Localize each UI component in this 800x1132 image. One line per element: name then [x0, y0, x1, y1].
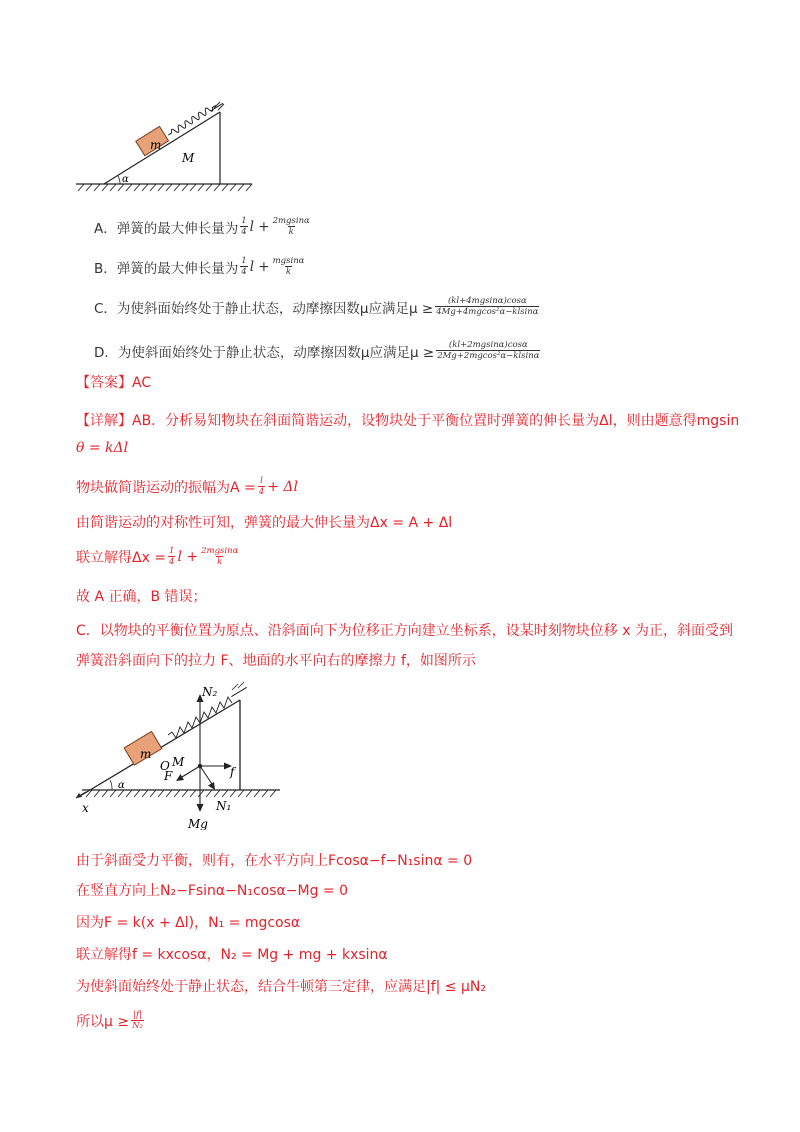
figure-force-diagram — [72, 680, 292, 830]
detail-line-4: 由简谐运动的对称性可知，弹簧的最大伸长量为Δx = A + Δl — [76, 515, 453, 531]
incline-M-label: M — [172, 755, 185, 769]
block-m-label: m — [150, 138, 162, 152]
solve-text: 联立解得Δx = — [76, 549, 167, 566]
frac-den: 4Mg+4mgcos²α−klsinα — [436, 307, 539, 317]
force-F-label: F — [164, 769, 173, 783]
detail-line-3 — [76, 476, 298, 497]
detail-line-10: 在竖直方向上N₂−Fsinα−N₁cosα−Mg = 0 — [76, 883, 348, 899]
option-c-text: C．为使斜面始终处于静止状态，动摩擦因数μ应满足μ ≥ — [94, 300, 434, 317]
detail-line-11: 因为F = k(x + Δl)，N₁ = mgcosα — [76, 915, 301, 931]
block-m-label: m — [140, 747, 152, 761]
frac-den: k — [217, 557, 223, 567]
frac-den: N₂ — [132, 1021, 143, 1031]
detail-line-8: 弹簧沿斜面向下的拉力 F、地面的水平向右的摩擦力 f，如图所示 — [76, 653, 476, 669]
amplitude-text: 物块做简谐运动的振幅为A = — [76, 479, 256, 496]
frac-den: 4 — [169, 557, 175, 567]
force-mg-label: Mg — [188, 817, 208, 830]
force-f-label: f — [230, 765, 235, 779]
x-axis-label: x — [82, 801, 89, 815]
figure-incline-spring — [74, 96, 264, 196]
frac-num: l — [260, 476, 263, 486]
detail-line-2: θ = kΔl — [76, 440, 129, 456]
frac-num: 2mgsinα — [272, 216, 310, 226]
option-c — [94, 296, 541, 317]
option-d-text: D．为使斜面始终处于静止状态，动摩擦因数μ应满足μ ≥ — [94, 344, 435, 361]
frac-den: 4 — [258, 487, 265, 497]
detail-line-13: 为使斜面始终处于静止状态，结合牛顿第三定律，应满足|f| ≤ μN₂ — [76, 979, 486, 995]
option-b — [94, 256, 307, 277]
frac-num: 2mgsinα — [201, 546, 239, 556]
frac-num: 1 — [241, 256, 247, 266]
detail-line-1: 【详解】AB．分析易知物块在斜面简谐运动，设物块处于平衡位置时弹簧的伸长量为Δl，则由题意得mgsin — [76, 413, 740, 429]
frac-den: 2Mg+2mgcos²α−klsinα — [437, 351, 540, 361]
option-a-mid: l + — [249, 218, 270, 235]
option-b-text: B．弹簧的最大伸长量为 — [94, 260, 239, 277]
origin-O-label: O — [160, 759, 170, 773]
angle-alpha-label: α — [122, 174, 129, 185]
detail-line-7: C．以物块的平衡位置为原点、沿斜面向下为位移正方向建立坐标系，设某时刻物块位移 x 为正，斜面受到 — [76, 623, 733, 639]
frac-den: k — [285, 267, 292, 277]
detail-line-14 — [76, 1010, 146, 1031]
detail-line-6: 故 A 正确，B 错误； — [76, 589, 207, 605]
frac-num: |f| — [133, 1010, 142, 1020]
angle-alpha-label: α — [118, 780, 125, 791]
answer-line: 【答案】AC — [76, 375, 152, 391]
force-n2-label: N₂ — [202, 685, 218, 699]
frac-den: k — [288, 227, 294, 237]
frac-num: 1 — [169, 546, 175, 556]
frac-num: 1 — [241, 216, 247, 226]
frac-num: (kl+2mgsinα)cosα — [448, 340, 528, 350]
option-b-mid: l + — [249, 258, 270, 275]
solve-mid: l + — [177, 548, 199, 565]
frac-den: 4 — [241, 267, 247, 277]
amplitude-tail: + Δl — [267, 478, 298, 495]
detail-line-9: 由于斜面受力平衡，则有，在水平方向上Fcosα−f−N₁sinα = 0 — [76, 853, 473, 869]
detail-line-5 — [76, 546, 241, 567]
frac-num: (kl+4mgsinα)cosα — [447, 296, 527, 306]
incline-M-label: M — [182, 151, 195, 165]
frac-num: mgsinα — [272, 256, 305, 266]
mu-text: 所以μ ≥ — [76, 1013, 130, 1030]
option-a-text: A．弹簧的最大伸长量为 — [94, 220, 239, 237]
frac-den: 4 — [241, 227, 247, 237]
option-d — [94, 340, 542, 361]
detail-line-12: 联立解得f = kxcosα，N₂ = Mg + mg + kxsinα — [76, 947, 388, 963]
force-n1-label: N₁ — [216, 799, 232, 813]
option-a — [94, 216, 313, 237]
